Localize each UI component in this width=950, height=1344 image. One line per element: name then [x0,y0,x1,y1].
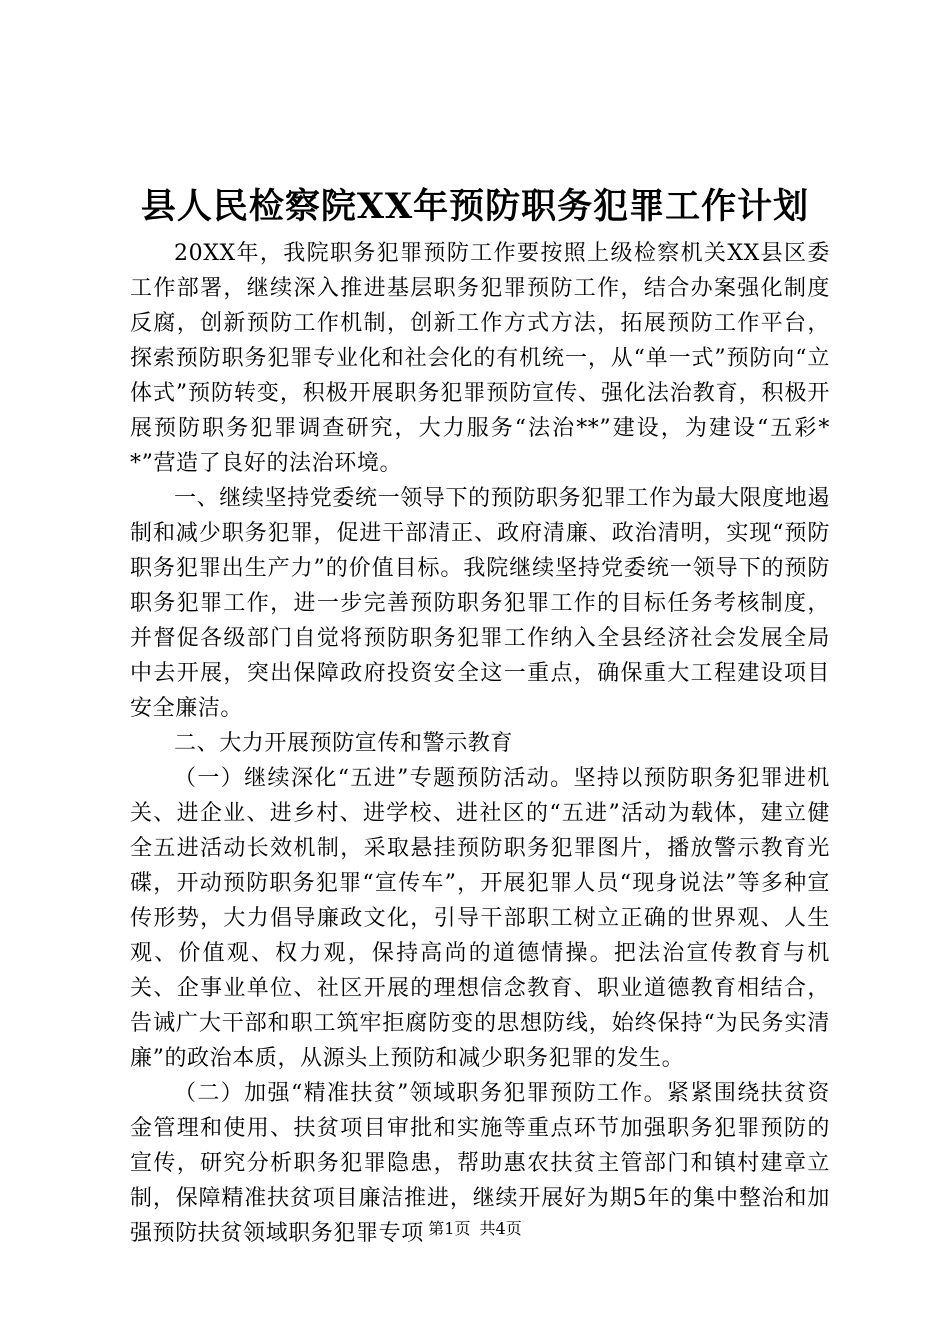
page-total: 共4页 [479,1219,522,1238]
paragraph-section-2-2: （二）加强“精准扶贫”领域职务犯罪预防工作。紧紧围绕扶贫资金管理和使用、扶贫项目审批和实施等重点环节加强职务犯罪预防的宣传，研究分析职务犯罪隐患，帮助惠农扶贫主管部门和镇村建章立制，保障精准扶贫项目廉洁推进，继续开展好为期5年的集中整治和加强预防扶贫领域职务犯罪专项 [130,1081,830,1246]
paragraph-section-1: 一、继续坚持党委统一领导下的预防职务犯罪工作为最大限度地遏制和减少职务犯罪，促进干部清正、政府清廉、政治清明，实现“预防职务犯罪出生产力”的价值目标。我院继续坚持党委统一领导下的预防职务犯罪工作，进一步完善预防职务犯罪工作的目标任务考核制度，并督促各级部门自觉将预防职务犯罪工作纳入全县经济社会发展全局中去开展，突出保障政府投资安全这一重点，确保重大工程建设项目安全廉洁。 [130,486,830,721]
page-number: 第1页 [428,1219,471,1238]
paragraph-section-2-1: （一）继续深化“五进”专题预防活动。坚持以预防职务犯罪进机关、进企业、进乡村、进学校、进社区的“五进”活动为载体，建立健全五进活动长效机制，采取悬挂预防职务犯罪图片，播放警示教育光碟，开动预防职务犯罪“宣传车”，开展犯罪人员“现身说法”等多种宣传形势，大力倡导廉政文化，引导干部职工树立正确的世界观、人生观、价值观、权力观，保持高尚的道德情操。把法治宣传教育与机关、企事业单位、社区开展的理想信念教育、职业道德教育相结合，告诫广大干部和职工筑牢拒腐防变的思想防线，始终保持“为民务实清廉”的政治本质，从源头上预防和减少职务犯罪的发生。 [130,766,830,1071]
document-body [130,236,830,1251]
heading-section-2: 二、大力开展预防宣传和警示教育 [174,731,514,756]
document-title: 县人民检察院XX年预防职务犯罪工作计划 [140,186,810,227]
paragraph-intro: 20XX年，我院职务犯罪预防工作要按照上级检察机关XX县区委工作部署，继续深入推进基层职务犯罪预防工作，结合办案强化制度反腐，创新预防工作机制，创新工作方式方法，拓展预防工作平台，探索预防职务犯罪专业化和社会化的有机统一，从“单一式”预防向“立体式”预防转变，积极开展职务犯罪预防宣传、强化法治教育，积极开展预防职务犯罪调查研究，大力服务“法治**”建设，为建设“五彩**”营造了良好的法治环境。 [130,241,830,476]
page-footer [0,1217,950,1241]
